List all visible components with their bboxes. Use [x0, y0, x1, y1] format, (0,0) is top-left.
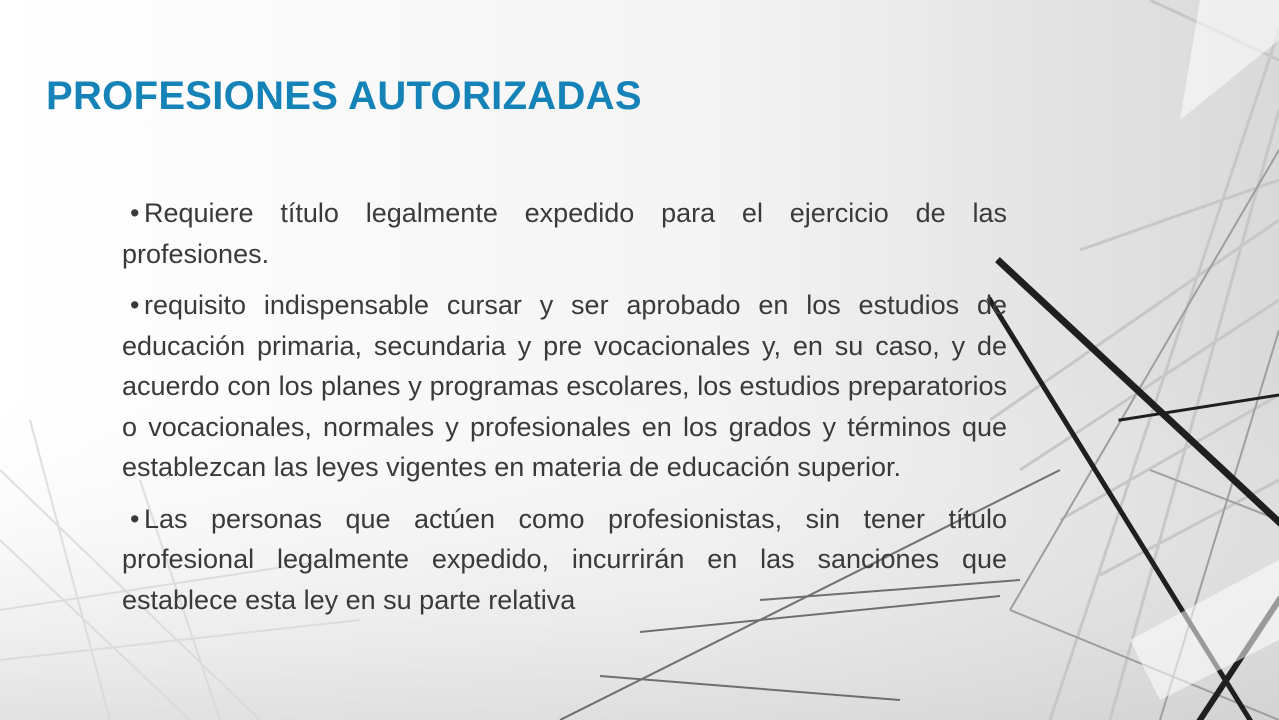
slide-title: PROFESIONES AUTORIZADAS: [46, 74, 642, 118]
bullet-marker: •: [130, 290, 140, 320]
bullet-marker: •: [130, 503, 140, 534]
bullet-item-1: [122, 193, 1007, 274]
bullet-marker: •: [130, 198, 140, 228]
bullet-text: Requiere título legalmente expedido para el ejercicio de las profesiones.: [122, 198, 1007, 269]
bullet-item-2: [122, 285, 1007, 488]
bullet-item-3: [122, 499, 1007, 621]
bullet-list: [122, 193, 1007, 631]
bullet-text: Las personas que actúen como profesionistas, sin tener título profesional legalmente expedido, incurrirán en las sanciones que establece esta ley en su parte relativa: [122, 503, 1007, 615]
bullet-text: requisito indispensable cursar y ser aprobado en los estudios de educación primaria, secundaria y pre vocacionales y, en su caso, y de acuerdo con los planes y programas escolares, los estudios preparatorios o vocacionales, normales y profesionales en los grados y términos que establezcan las leyes vigentes en materia de educación superior.: [122, 290, 1007, 482]
